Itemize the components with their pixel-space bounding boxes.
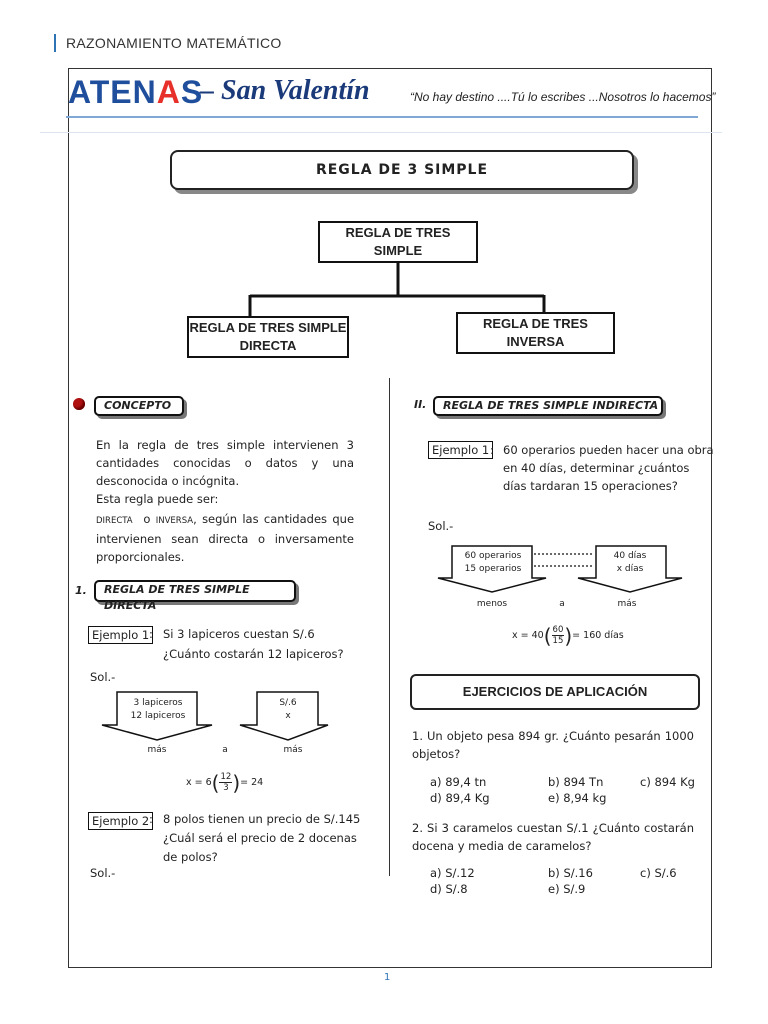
right-example1-label: Ejemplo 1: [428, 441, 493, 459]
header-accent-bar: [54, 34, 56, 52]
q2-option-b: b) S/.16: [548, 866, 593, 880]
right-example1-line2: en 40 días, determinar ¿cuántos: [503, 461, 690, 475]
section1-label: REGLA DE TRES SIMPLE DIRECTA: [94, 580, 296, 602]
right-mas: más: [617, 599, 637, 609]
ejercicios-title: EJERCICIOS DE APLICACIÓN: [410, 674, 700, 710]
logo-san-valentin: – San Valentín: [200, 75, 370, 106]
q2-option-c: c) S/.6: [640, 866, 677, 880]
example1-a: a: [222, 745, 228, 755]
example1-formula: x = 6 ( 12 3 ) = 24: [186, 770, 264, 795]
example1-right-box: S/.6 x: [279, 698, 297, 721]
logo-atenas: ATENAS: [68, 74, 204, 110]
right-a: a: [559, 599, 565, 609]
solution-label: Sol.-: [90, 670, 116, 684]
right-left-box: 60 operarios 15 operarios: [464, 551, 522, 574]
puede-ser-text: Esta regla puede ser:: [96, 492, 219, 506]
bullet-icon: [73, 398, 85, 410]
right-solution-label: Sol.-: [428, 519, 454, 533]
right-menos: menos: [476, 599, 508, 609]
directa-inversa-text: DIRECTA o INVERSA, según las cantidades que intervienen sean directa o inversamente proporcionales.: [96, 512, 355, 564]
example2-colon: :: [149, 812, 153, 826]
section1-number: 1.: [75, 584, 87, 597]
right-example1-line1: 60 operarios pueden hacer una obra: [503, 443, 714, 457]
q1-option-c: c) 894 Kg: [640, 775, 695, 789]
concepto-text: En la regla de tres simple intervienen 3 cantidades conocidas o datos y una desconocida o incógnita.: [96, 438, 354, 488]
section2-label: REGLA DE TRES SIMPLE INDIRECTA: [433, 396, 663, 416]
question-1: 1. Un objeto pesa 894 gr. ¿Cuánto pesarán 1000 objetos?: [412, 729, 694, 761]
header-title: RAZONAMIENTO MATEMÁTICO: [66, 35, 282, 51]
question-2: 2. Si 3 caramelos cuestan S/.1 ¿Cuánto costarán docena y media de caramelos?: [412, 821, 694, 853]
example1-colon: :: [149, 627, 153, 641]
right-example1-colon: :: [490, 443, 494, 457]
tree-right-node: REGLA DE TRES INVERSA: [456, 312, 615, 354]
example1-left-box: 3 lapiceros 12 lapiceros: [130, 698, 186, 721]
example1-mas-left: más: [147, 745, 167, 755]
tree-root: REGLA DE TRES SIMPLE: [318, 221, 478, 263]
example1-label: Ejemplo 1: [88, 626, 153, 644]
q1-option-a: a) 89,4 tn: [430, 775, 487, 789]
example2-line2: ¿Cuál será el precio de 2 docenas: [163, 831, 357, 845]
tree-left-node: REGLA DE TRES SIMPLE DIRECTA: [187, 316, 349, 358]
page-number: 1: [384, 972, 391, 983]
example1-line2: ¿Cuánto costarán 12 lapiceros?: [163, 647, 344, 661]
q1-option-e: e) 8,94 kg: [548, 791, 607, 805]
right-right-box: 40 días x días: [613, 551, 647, 574]
q2-option-d: d) S/.8: [430, 882, 468, 896]
page-title: REGLA DE 3 SIMPLE: [170, 150, 634, 190]
example1-line1: Si 3 lapiceros cuestan S/.6: [163, 627, 315, 641]
solution2-label: Sol.-: [90, 866, 116, 880]
example2-label: Ejemplo 2: [88, 812, 153, 830]
motto: “No hay destino ....Tú lo escribes ...Nosotros lo hacemos”: [410, 90, 716, 104]
example2-line3: de polos?: [163, 850, 218, 864]
example1-mas-right: más: [283, 745, 303, 755]
q1-option-b: b) 894 Tn: [548, 775, 604, 789]
right-example1-line3: días tardaran 15 operaciones?: [503, 479, 678, 493]
q1-option-d: d) 89,4 Kg: [430, 791, 490, 805]
q2-option-e: e) S/.9: [548, 882, 586, 896]
section2-number: II.: [414, 398, 427, 411]
right-formula: x = 40 ( 60 15 ) = 160 días: [512, 623, 624, 648]
q2-option-a: a) S/.12: [430, 866, 475, 880]
example2-line1: 8 polos tienen un precio de S/.145: [163, 812, 361, 826]
banner-underline: [66, 116, 698, 118]
concepto-label: CONCEPTO: [94, 396, 184, 416]
column-divider: [389, 378, 390, 876]
